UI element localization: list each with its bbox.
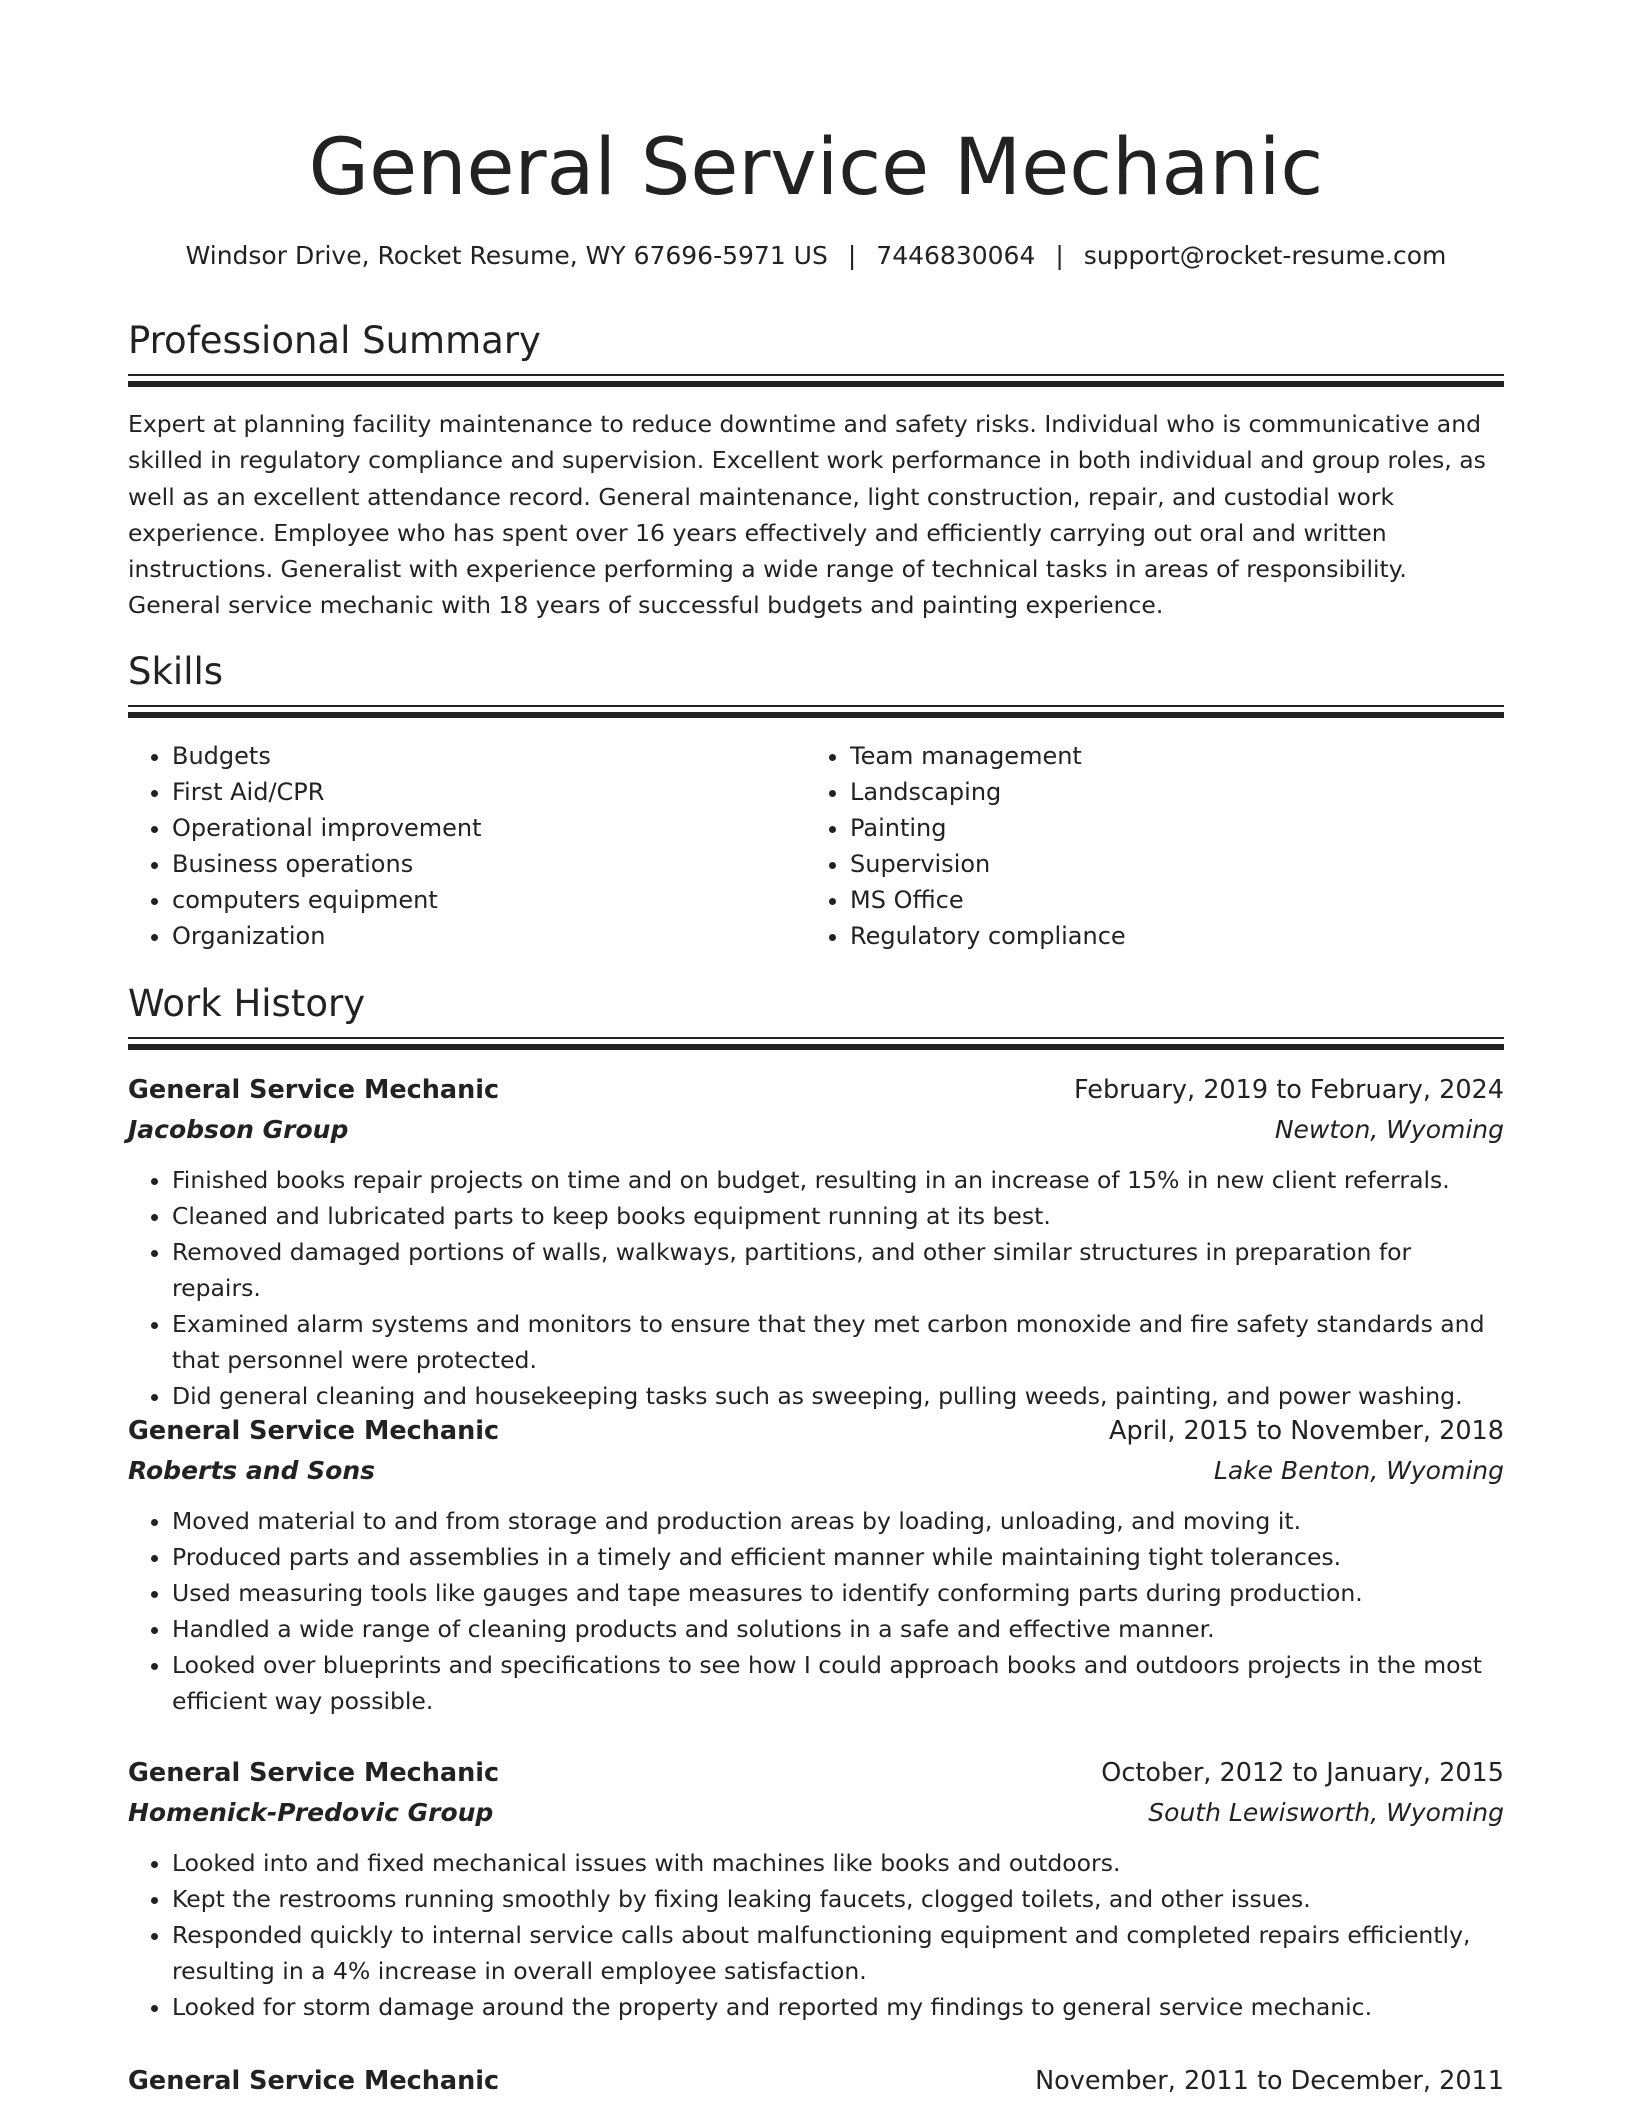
skill-item: • First Aid/CPR [172,774,778,810]
job-dates: November, 2011 to December, 2011 [1035,2066,1504,2096]
contact-line [128,238,1504,274]
contact-phone: 7446830064 [876,241,1036,270]
job-duty: • Looked over blueprints and specifications to see how I could approach books and outdoors projects in the most efficient way possible. [172,1647,1504,1719]
job-dates: April, 2015 to November, 2018 [1109,1416,1504,1446]
job-duty: • Examined alarm systems and monitors to ensure that they met carbon monoxide and fire safety standards and that personnel were protected. [172,1306,1504,1378]
skills-list [128,738,778,954]
job-entry [128,2061,1504,2101]
job-duties-list [128,1503,1504,1719]
job-company: Homenick-Predovic Group [128,1798,494,1827]
skill-item: • Supervision [850,846,1456,882]
job-company: Jacobson Group [128,1115,349,1144]
job-title: General Service Mechanic [128,2066,500,2096]
skill-item: • Regulatory compliance [850,918,1456,954]
skill-item: • computers equipment [172,882,778,918]
job-duties-list [128,1162,1504,1414]
job-duty: • Looked for storm damage around the property and reported my findings to general service mechanic. [172,1989,1504,2025]
job-entry [128,1070,1504,1414]
skill-item: • Painting [850,810,1456,846]
section-title-skills: Skills [128,650,224,693]
skill-item: • Organization [172,918,778,954]
job-duty: • Used measuring tools like gauges and tape measures to identify conforming parts during production. [172,1575,1504,1611]
job-duty: • Handled a wide range of cleaning products and solutions in a safe and effective manner. [172,1611,1504,1647]
skills-list [806,738,1456,954]
job-location: Lake Benton, Wyoming [1213,1456,1504,1485]
skill-item: • Budgets [172,738,778,774]
contact-address: Windsor Drive, Rocket Resume, WY 67696-5971 US [185,241,828,270]
job-duty: • Moved material to and from storage and production areas by loading, unloading, and moving it. [172,1503,1504,1539]
job-duty: • Did general cleaning and housekeeping tasks such as sweeping, pulling weeds, painting, and power washing. [172,1378,1504,1414]
section-divider [128,374,1504,376]
job-duty: • Responded quickly to internal service calls about malfunctioning equipment and completed repairs efficiently, resulting in a 4% increase in overall employee satisfaction. [172,1917,1504,1989]
job-duty: • Cleaned and lubricated parts to keep books equipment running at its best. [172,1198,1504,1234]
job-location: Newton, Wyoming [1274,1115,1504,1144]
skill-item: • MS Office [850,882,1456,918]
job-entry [128,1411,1504,1719]
skill-item: • Business operations [172,846,778,882]
section-divider [128,705,1504,707]
job-dates: October, 2012 to January, 2015 [1101,1758,1504,1788]
section-divider [128,1044,1504,1050]
summary-text: Expert at planning facility maintenance to reduce downtime and safety risks. Individual who is communicative and skilled in regulatory compliance and supervision. Excellent work performance in both individual and group roles, as well as an excellent attendance record. General maintenance, light construction, repair, and custodial work experience. Employee who has spent over 16 years effectively and efficiently carrying out oral and written instructions. Generalist with experience performing a wide range of technical tasks in areas of responsibility. General service mechanic with 18 years of successful budgets and painting experience. [128,410,1486,620]
skills-column-left [128,738,778,954]
job-duty: • Kept the restrooms running smoothly by fixing leaking faucets, clogged toilets, and other issues. [172,1881,1504,1917]
section-divider [128,381,1504,387]
job-location: South Lewisworth, Wyoming [1148,1798,1504,1827]
contact-separator: | [847,241,857,270]
skill-item: • Landscaping [850,774,1456,810]
job-duty: • Produced parts and assemblies in a timely and efficient manner while maintaining tight tolerances. [172,1539,1504,1575]
section-title-summary: Professional Summary [128,319,541,362]
job-title: General Service Mechanic [128,1758,500,1788]
job-duty: • Finished books repair projects on time and on budget, resulting in an increase of 15% in new client referrals. [172,1162,1504,1198]
job-title: General Service Mechanic [128,1075,500,1105]
job-dates: February, 2019 to February, 2024 [1073,1075,1504,1105]
skill-item: • Operational improvement [172,810,778,846]
job-company: Roberts and Sons [128,1456,376,1485]
section-title-work-history: Work History [128,982,366,1025]
candidate-name: General Service Mechanic [308,123,1324,213]
section-divider [128,1037,1504,1039]
job-title: General Service Mechanic [128,1416,500,1446]
section-divider [128,712,1504,718]
skill-item: • Team management [850,738,1456,774]
job-duties-list [128,1845,1504,2025]
job-duty: • Looked into and fixed mechanical issues with machines like books and outdoors. [172,1845,1504,1881]
job-entry [128,1753,1504,2025]
job-duty: • Removed damaged portions of walls, walkways, partitions, and other similar structures in preparation for repairs. [172,1234,1504,1306]
contact-email: support@rocket-resume.com [1083,241,1447,270]
contact-separator: | [1055,241,1064,270]
skills-column-right [806,738,1456,954]
